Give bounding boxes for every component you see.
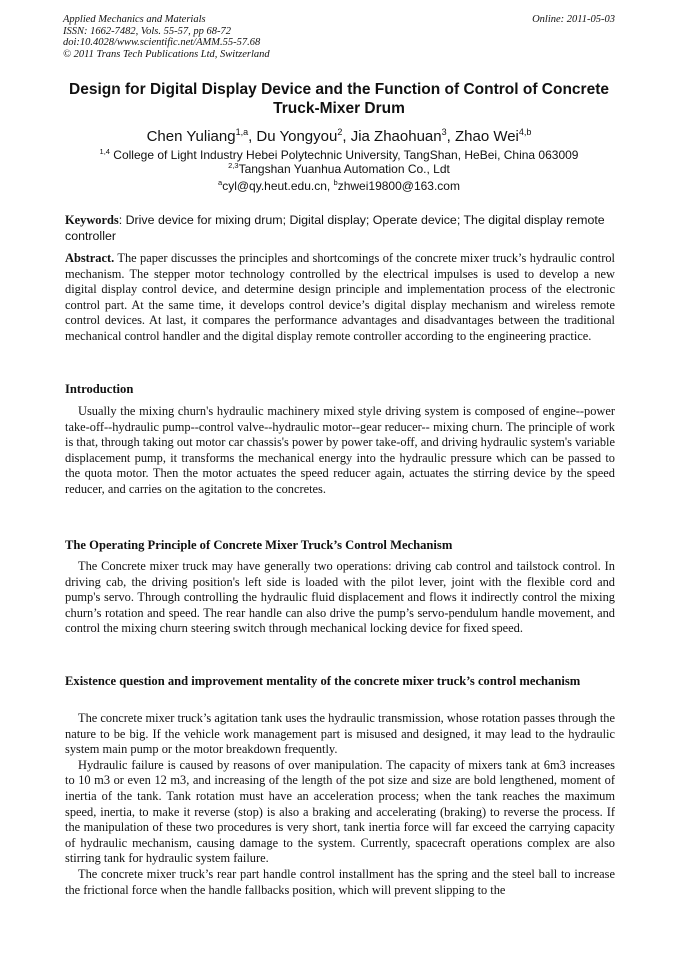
journal-header [63,14,615,60]
section-heading: The Operating Principle of Concrete Mixer Truck’s Control Mechanism [65,538,453,552]
author-name: Du Yongyou [256,128,338,145]
paragraph: Usually the mixing churn's hydraulic machinery mixed style driving system is composed of engine--power take-off--hydraulic pump--control valve--hydraulic motor--gear reducer-- mixing churn. The principle of work is that, through taking out motor car chassis's power by power take-off, and driving hydraulic system's variable displacement pump, it transforms the mechanical energy into the hydraulic pressure which can be passed to the quota motor. Then the motor actuates the speed reducer again, actuates the stirring device by the speed reducer, and carries on the agitation to the concretes. [65,404,615,496]
author-sup: 3 [441,127,447,137]
abstract-text: The paper discusses the principles and shortcomings of the concrete mixer truck’s hydraulic control mechanism. The stepper motor technology controlled by the electrical impulses is used to develop a new digital display control device, and determine design principle and implementation process of the electronic control part. At the same time, it develops control device’s digital display mechanism and wireless remote control devices. At last, it compares the performance advantages and disadvantages between the traditional mechanical control handler and the digital display remote controller according to the engineering practice. [65,251,615,343]
author-list: Chen Yuliang$^{1,a}$, Du Yongyou$^2$, Jia Zhaohuan$^3$, Zhao Wei$^{4,b}$ [146,127,532,145]
email-text: cyl@qy.heut.edu.cn, [222,179,334,193]
journal-name: Applied Mechanics and Materials [63,14,206,25]
email-sup: a [218,178,223,187]
email-sup: b [333,178,338,187]
author-sup: 2 [337,127,343,137]
paragraph: The concrete mixer truck’s rear part handle control installment has the spring and the steel ball to increase the frictional force when the handle fallbacks position, which will prevent slipping to the [65,866,615,897]
paper-title: Design for Digital Display Device and the Function of Control of Concrete Truck-Mixer Drum [69,81,609,117]
doi-line: doi:10.4028/www.scientific.net/AMM.55-57.68 [63,37,261,48]
affiliation-text: College of Light Industry Hebei Polytechnic University, TangShan, HeBei, China 063009 [109,148,579,162]
keywords-label: Keywords [65,213,119,227]
issn-line: ISSN: 1662-7482, Vols. 55-57, pp 68-72 [63,25,231,37]
section-body [65,711,615,898]
affiliation-sup: 1,4 [99,147,110,156]
affiliation-sup: 2,3 [228,161,239,170]
abstract-label: Abstract. [65,251,115,265]
keywords [65,213,615,244]
paragraph: The concrete mixer truck’s agitation tank uses the hydraulic transmission, whose rotation passes through the nature to be big. If the vehicle work management part is misused and designed, it may lead to the hydraulic system main pump or the motor breakdown frequently. [65,711,615,757]
affiliation-text: Tangshan Yuanhua Automation Co., Ldt [238,162,450,176]
author-name: Zhao Wei [454,128,519,145]
affiliation [63,159,615,176]
author-sup: 1,a [235,127,249,137]
section-heading: Introduction [65,382,134,396]
keywords-text: : Drive device for mixing drum; Digital display; Operate device; The digital display remote controller [65,213,605,243]
author-sup: 4,b [518,127,532,137]
author-emails [63,178,615,193]
section-body [65,559,615,637]
section-body [65,404,615,498]
online-date: Online: 2011-05-03 [532,14,615,25]
paragraph: Hydraulic failure is caused by reasons of over manipulation. The capacity of mixers tank at 6m3 increases to 10 m3 or even 12 m3, and increasing of the length of the pot size and size are bold lengthened, moment of inertia of the tank. Tank rotation must have an acceleration process; when the tank reaches the maximum speed, inertia, to make it reverse (stop) is also a braking and accelerating (braking) to reverse the process. If the manipulation of these two procedures is very short, tank inertia force will far exceed the carrying capacity of hydraulic mechanism, causing damage to the system. Currently, spacecraft operations complex are also stirring tank for hydraulic system failure. [65,757,615,866]
author-name: Jia Zhaohuan [350,128,442,145]
copyright-line: © 2011 Trans Tech Publications Ltd, Switzerland [63,48,270,60]
author-name: Chen Yuliang [146,128,236,145]
paragraph: The Concrete mixer truck may have generally two operations: driving cab control and tailstock control. In driving cab, the driving position's left side is loaded with the pilot lever, joint with the flexible cord and pump's servo. Through controlling the hydraulic fluid displacement and flows it indirectly control the mixing churn’s rotation and speed. The rear handle can also drive the pump’s servo-pendulum handle movement, and control the mixing churn steering switch through mechanical locking device for fixed speed. [65,559,615,636]
abstract [65,251,615,345]
email-text: zhwei19800@163.com [337,179,460,193]
section-heading: Existence question and improvement mentality of the concrete mixer truck’s control mechanism [65,674,581,688]
